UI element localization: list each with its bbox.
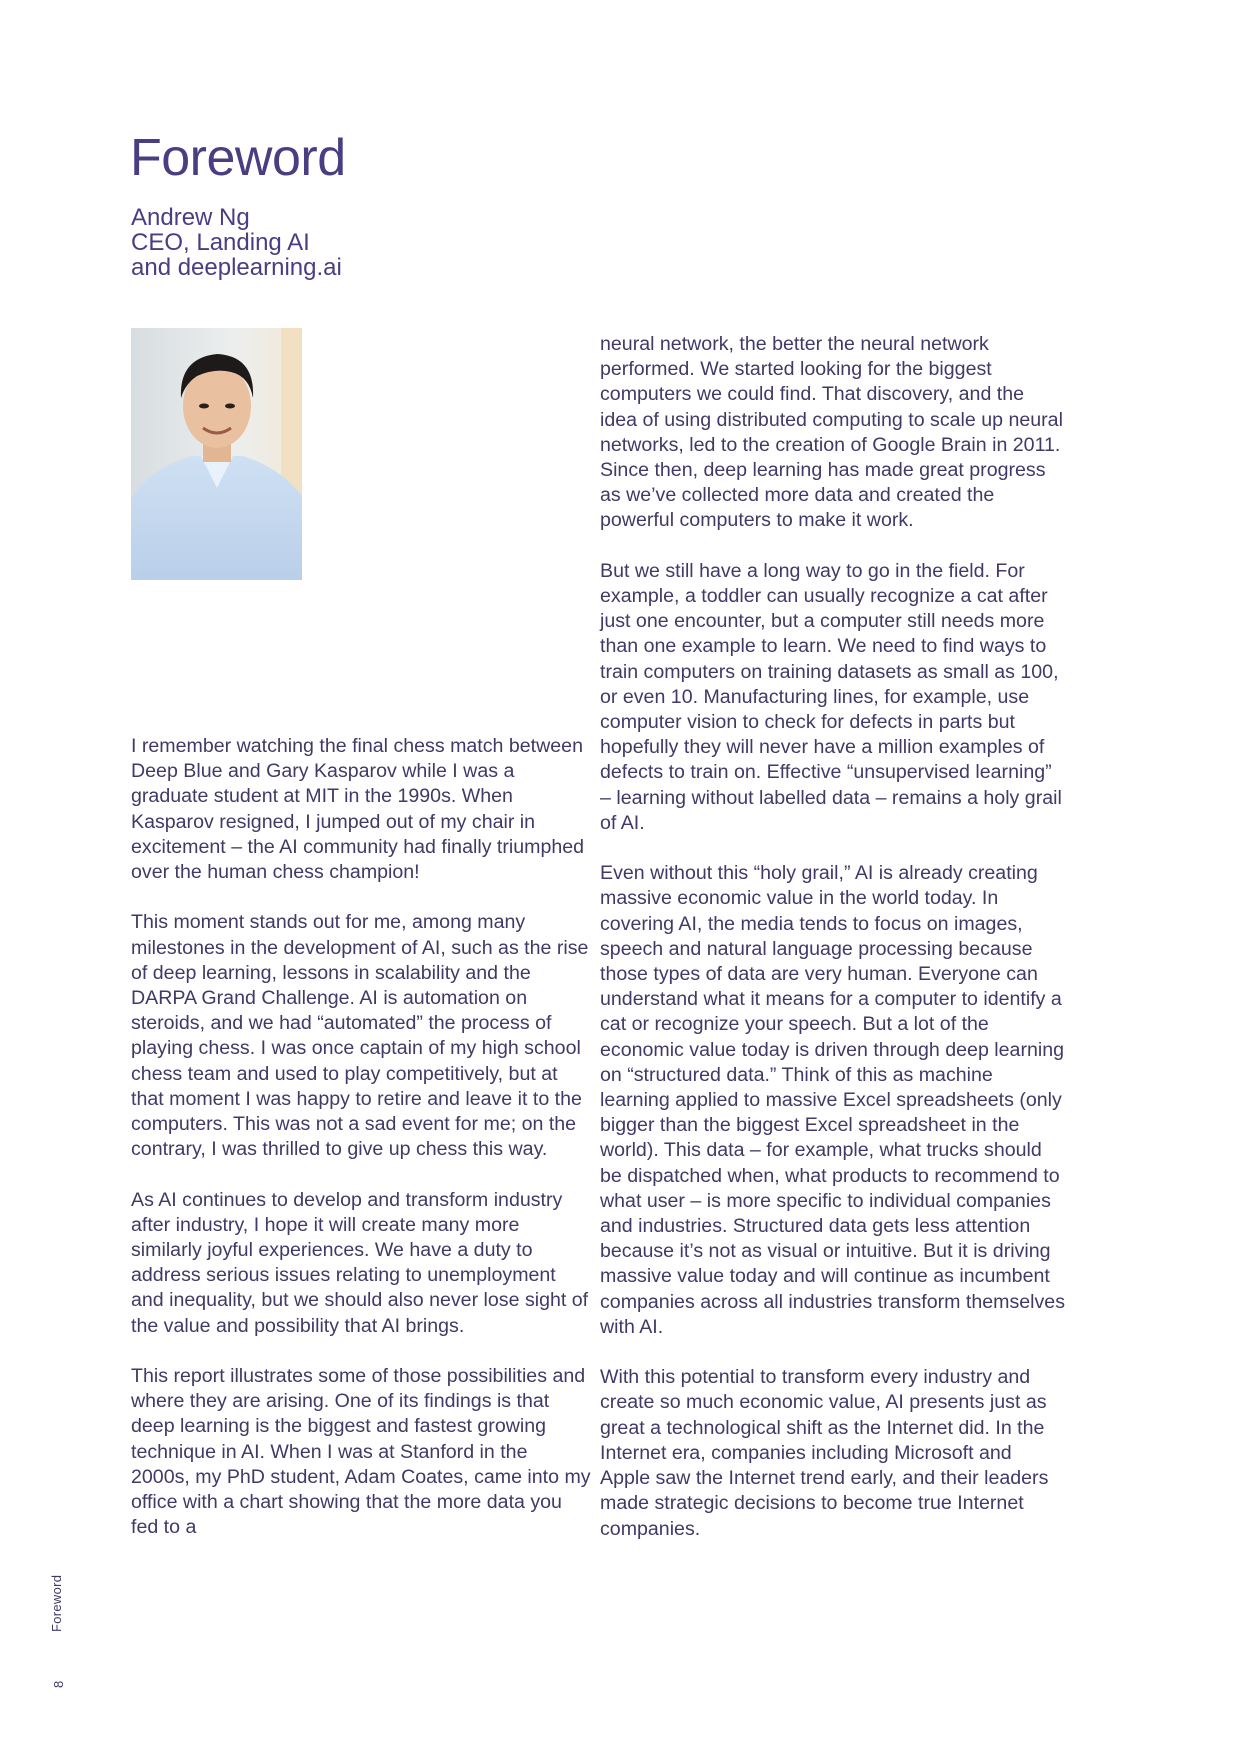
author-name: Andrew Ng [131,204,250,231]
author-organization: and deeplearning.ai [131,254,342,281]
paragraph: As AI continues to develop and transform industry after industry, I hope it will create many more similarly joyful experiences. We have a duty to address serious issues relating to unemployment and inequality, but we should also never lose sight of the value and possibility that AI brings. [131,1188,589,1337]
paragraph: This moment stands out for me, among many milestones in the development of AI, such as the rise of deep learning, lessons in scalability and the DARPA Grand Challenge. AI is automation on steroids, and we had “automated” the process of playing chess. I was once captain of my high school chess team and used to play competitively, but at that moment I was happy to retire and leave it to the computers. This was not a sad event for me; on the contrary, I was thrilled to give up chess this way. [131,911,589,1161]
paragraph: But we still have a long way to go in the field. For example, a toddler can usually recognize a cat after just one encounter, but a computer still needs more than one example to learn. We need to find ways to train computers on training datasets as small as 100, or even 10. Manufacturing lines, for example, use computer vision to check for defects in parts but hopefully they will never have a million examples of defects to train on. Effective “unsupervised learning” – learning without labelled data – remains a holy grail of AI. [600,559,1062,834]
section-label: Foreword [49,1574,64,1632]
paragraph: This report illustrates some of those possibilities and where they are arising. One of its findings is that deep learning is the biggest and fastest growing technique in AI. When I was at Stanford in the 2000s, my PhD student, Adam Coates, came into my office with a chart showing that the more data you fed to a [131,1365,591,1539]
portrait-photo-icon [131,328,302,580]
left-column [131,734,591,1566]
paragraph: neural network, the better the neural network performed. We started looking for the biggest computers we could find. That discovery, and the idea of using distributed computing to scale up neural networks, led to the creation of Google Brain in 2011. Since then, deep learning has made great progress as we’ve collected more data and created the powerful computers to make it work. [600,333,1063,532]
paragraph: Even without this “holy grail,” AI is already creating massive economic value in the world today. In covering AI, the media tends to focus on images, speech and natural language processing because those types of data are very human. Everyone can understand what it means for a computer to identify a cat or recognize your speech. But a lot of the economic value today is driven through deep learning on “structured data.” Think of this as machine learning applied to massive Excel spreadsheets (only bigger than the biggest Excel spreadsheet in the world). This data – for example, what trucks should be dispatched when, what products to recommend to what user – is more specific to individual companies and industries. Structured data gets less attention because it’s not as visual or intuitive. But it is driving massive value today and will continue as incumbent companies across all industries transform themselves with AI. [600,862,1065,1338]
right-column [600,332,1065,1567]
page-title: Foreword [130,129,346,187]
paragraph: With this potential to transform every industry and create so much economic value, AI presents just as great a technological shift as the Internet did. In the Internet era, companies including Microsoft and Apple saw the Internet trend early, and their leaders made strategic decisions to become true Internet companies. [600,1366,1049,1540]
page-number: 8 [51,1680,66,1688]
author-role: CEO, Landing AI [131,229,310,256]
author-block [131,205,342,280]
paragraph: I remember watching the final chess match between Deep Blue and Gary Kasparov while I was a graduate student at MIT in the 1990s. When Kasparov resigned, I jumped out of my chair in excitement – the AI community had finally triumphed over the human chess champion! [131,735,585,884]
author-photo [131,328,302,580]
